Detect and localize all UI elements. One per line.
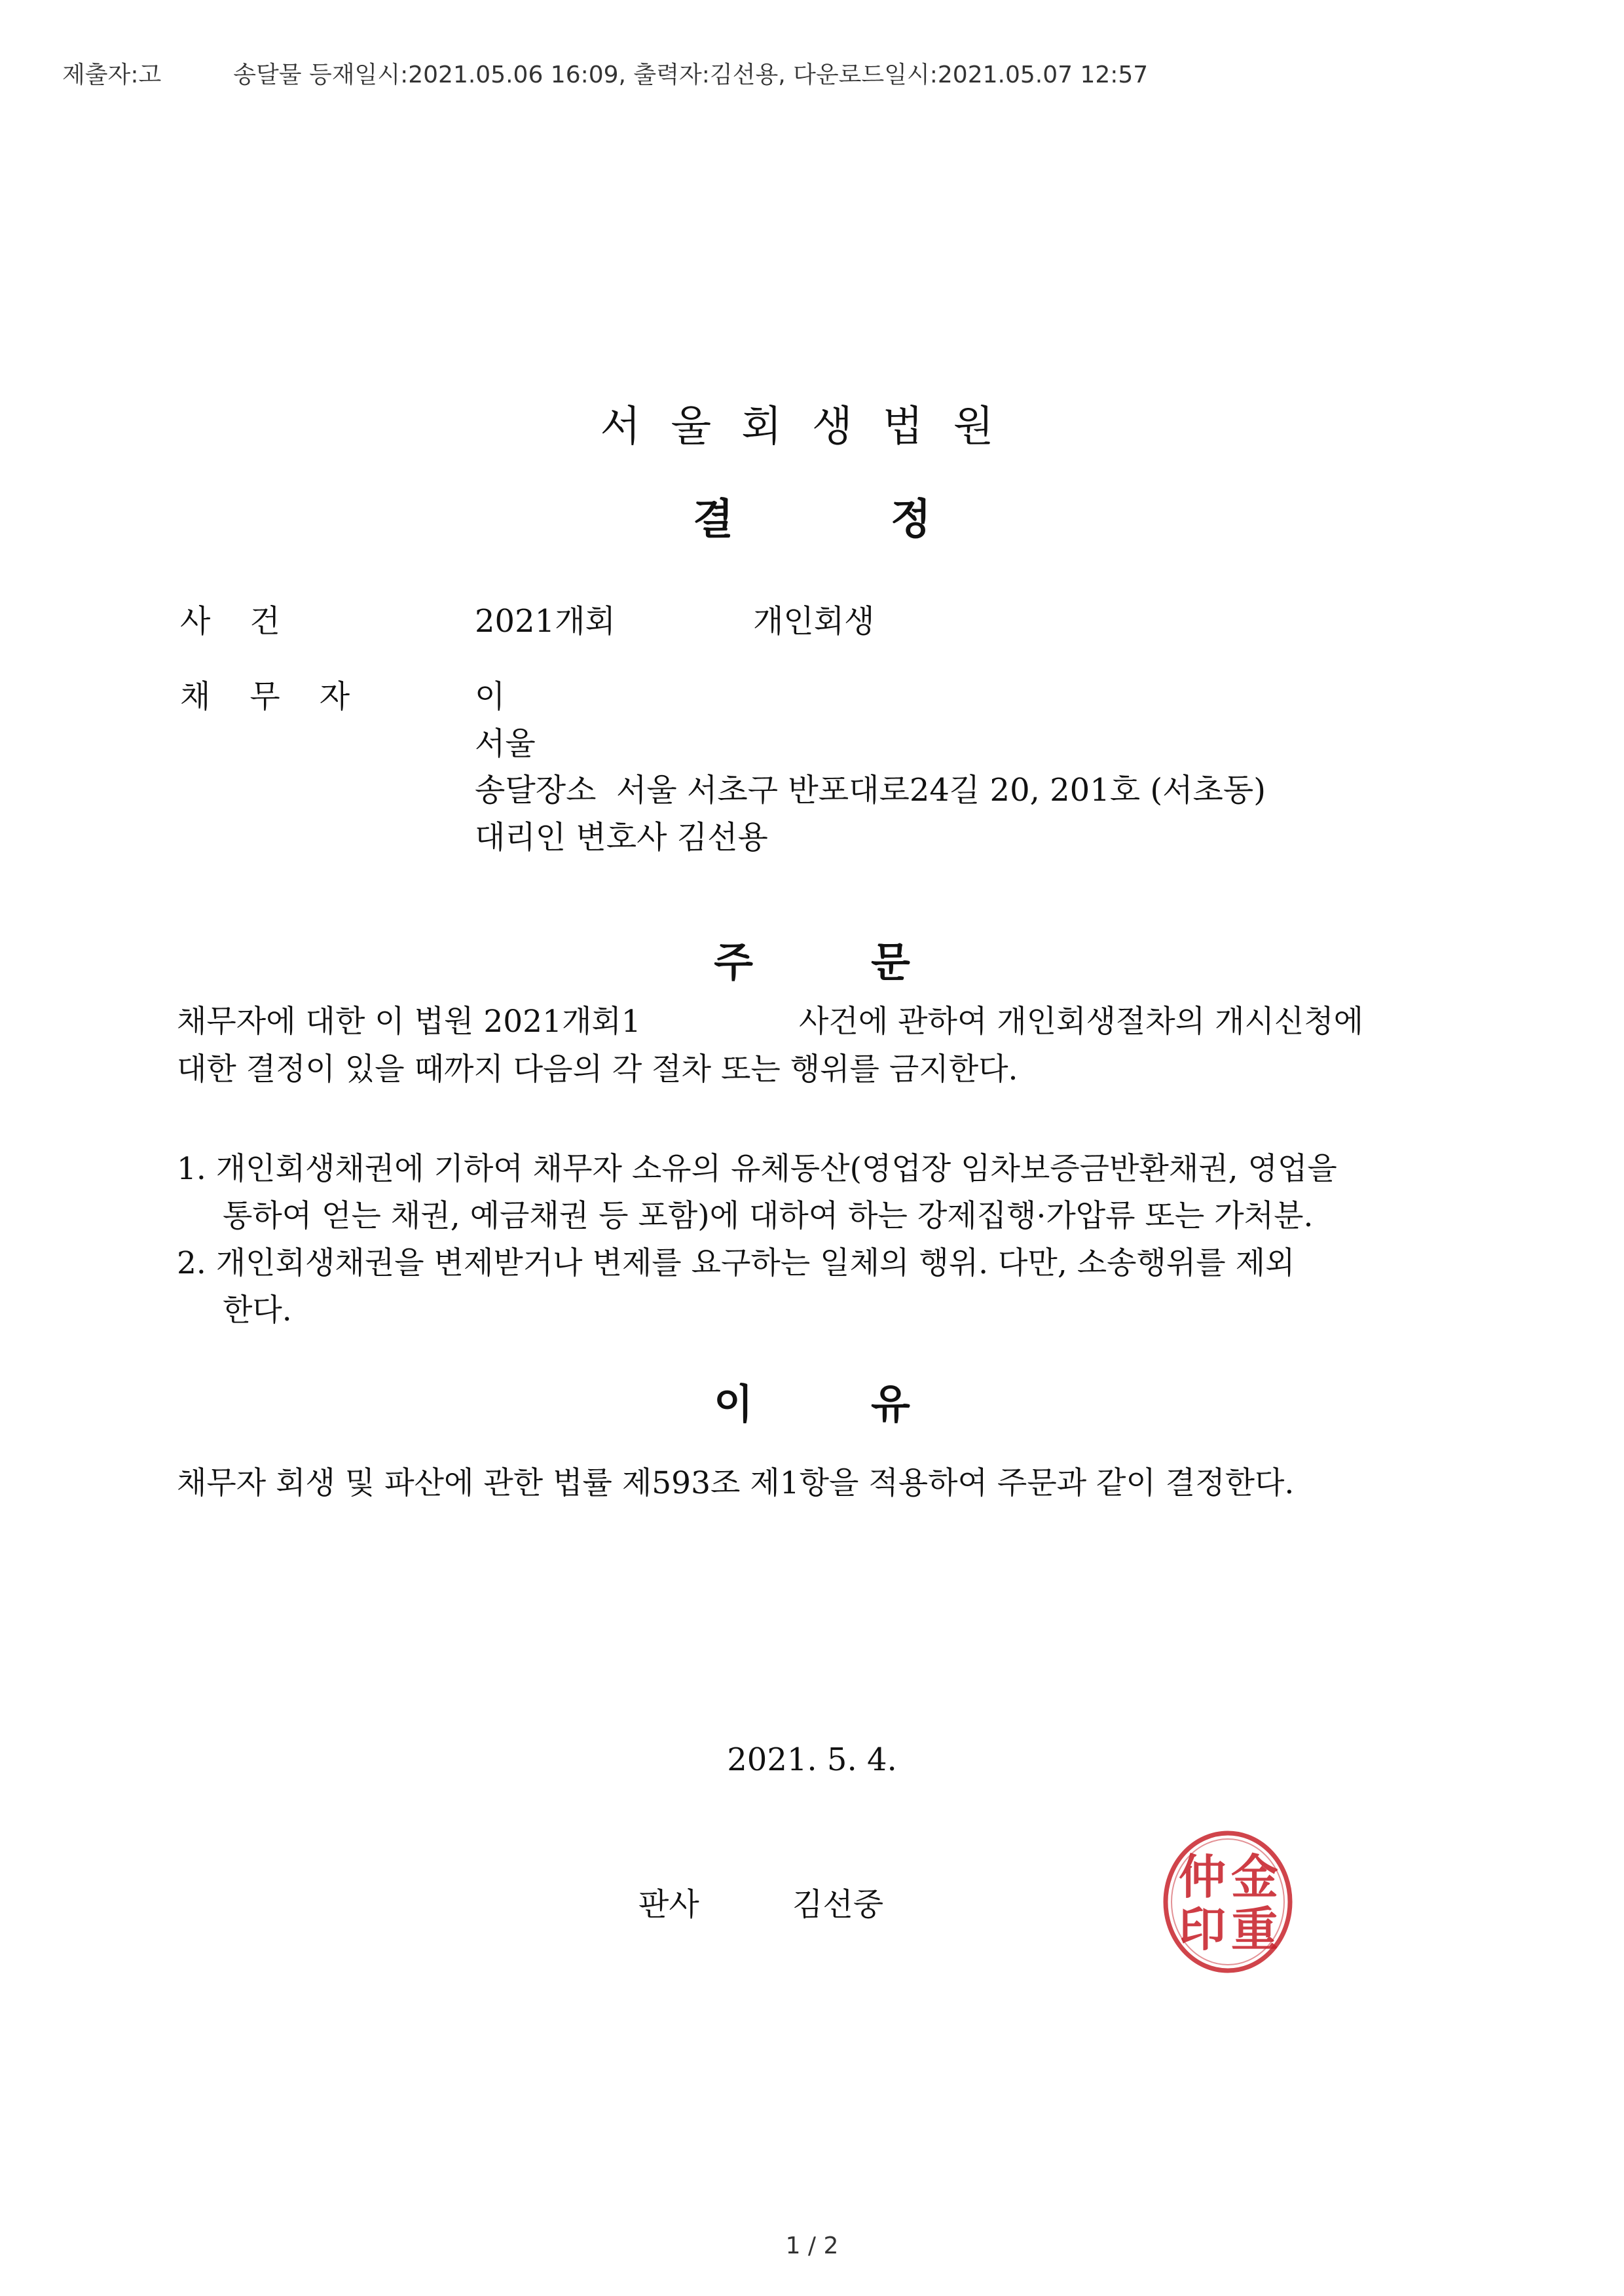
seal-char-1: 仲 (1178, 1849, 1227, 1904)
order-item-1-line2: 통하여 얻는 채권, 예금채권 등 포함)에 대하여 하는 강제집행·가압류 또는 가처분. (223, 1198, 1314, 1234)
seal-stamp-icon (1159, 1827, 1297, 1977)
judge-seal (1159, 1827, 1297, 1977)
reason-section-title: 이유 (714, 1380, 1028, 1428)
debtor-agent: 대리인 변호사 김선용 (475, 819, 768, 856)
delivery-address: 서울 서초구 반포대로24길 20, 201호 (서초동) (616, 772, 1266, 809)
order-intro-line2: 대한 결정이 있을 때까지 다음의 각 절차 또는 행위를 금지한다. (177, 1051, 1018, 1087)
page-number: 1 / 2 (785, 2232, 839, 2259)
order-intro-line1-b: 사건에 관하여 개인회생절차의 개시신청에 (799, 1004, 1364, 1040)
debtor-label: 채무자 (180, 678, 390, 715)
debtor-address: 서울 (475, 725, 536, 762)
debtor-name: 이 (475, 678, 506, 715)
judge-title: 판사 (638, 1886, 699, 1923)
case-number: 2021개회 (475, 603, 616, 640)
seal-char-4: 重 (1230, 1901, 1279, 1957)
order-item-2-line1: 2. 개인회생채권을 변제받거나 변제를 요구하는 일체의 행위. 다만, 소송행위를 제외 (177, 1245, 1295, 1281)
reason-text: 채무자 회생 및 파산에 관한 법률 제593조 제1항을 적용하여 주문과 같이 결정한다. (177, 1465, 1295, 1501)
delivery-label: 송달장소 (475, 772, 597, 809)
order-item-2-line2: 한다. (223, 1292, 292, 1328)
case-type: 개인회생 (753, 603, 875, 640)
judge-name: 김선중 (792, 1886, 884, 1923)
order-section-title: 주문 (714, 938, 1028, 986)
delivery-place (475, 765, 1266, 810)
case-label: 사건 (180, 603, 320, 640)
order-intro-line1-a: 채무자에 대한 이 법원 2021개회1 (177, 1004, 641, 1040)
seal-char-2: 金 (1230, 1849, 1279, 1904)
order-item-1-line1: 1. 개인회생채권에 기하여 채무자 소유의 유체동산(영업장 임차보증금반환채권, 영업을 (177, 1151, 1337, 1187)
seal-char-3: 印 (1178, 1901, 1227, 1957)
print-record-header (62, 56, 1148, 90)
document-type-title: 결정 (693, 496, 1088, 544)
decision-date: 2021. 5. 4. (727, 1741, 897, 1778)
record-text: 송달물 등재일시:2021.05.06 16:09, 출력자:김선용, 다운로드일시:2021.05.07 12:57 (233, 62, 1149, 88)
court-name: 서울회생법원 (600, 403, 1024, 451)
submitter-text: 제출자:고 (62, 62, 162, 88)
